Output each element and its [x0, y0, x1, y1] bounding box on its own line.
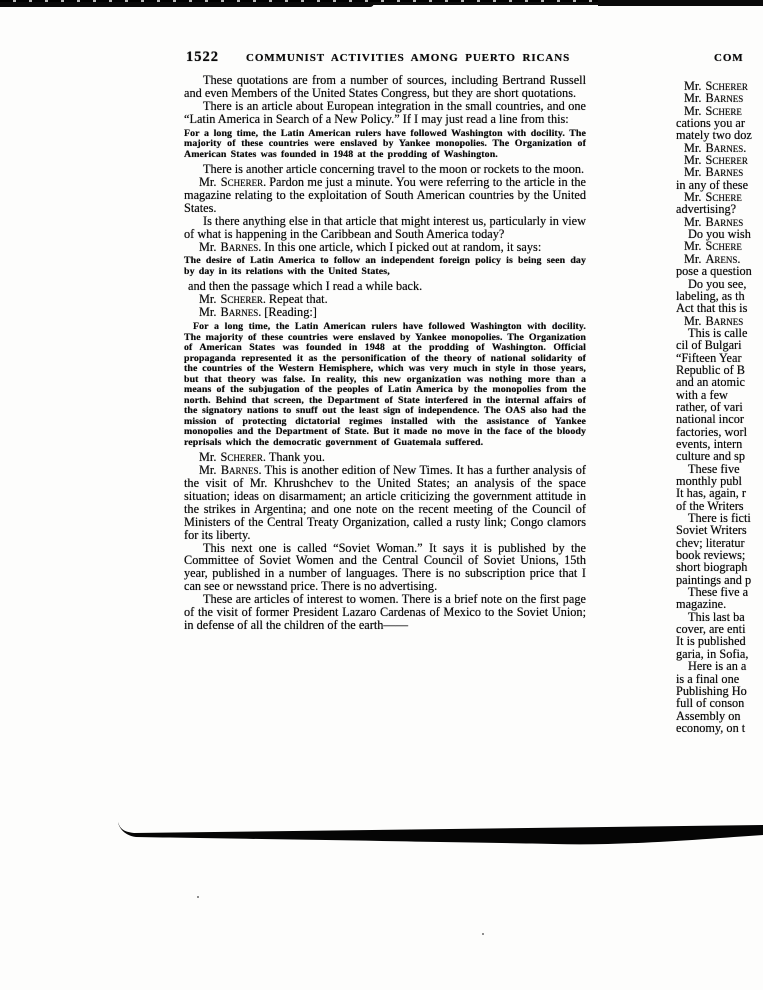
- line-text: This last ba: [688, 609, 745, 624]
- speaker-prefix: Mr.: [684, 103, 705, 118]
- line-text: pose a question: [676, 264, 752, 279]
- right-text-column-clipped: [672, 80, 752, 734]
- right-column-line: [672, 92, 752, 104]
- right-column-line: [672, 302, 752, 314]
- line-text: labeling, as th: [676, 288, 745, 303]
- line-text: national incor: [676, 412, 744, 427]
- line-text: There is ficti: [688, 511, 751, 526]
- speaker-prefix: Mr.: [684, 239, 705, 254]
- speaker-prefix: Mr.: [684, 79, 705, 93]
- speaker-prefix: Mr.: [199, 239, 220, 254]
- paragraph-text: Repeat that.: [268, 292, 328, 307]
- paragraph-text: This is another edition of New Times. It has a further analysis of the visit of Mr. Khrushchev to the United States; an analysis of the space situation; ideas on disarmament; an article criticizing the government attitude in the strikes in Argentina; and one note on the recent meeting of the Council of Ministers of the Central Treaty Organization, called a rusty link; Congo clamors for its liberty.: [184, 463, 586, 542]
- paragraph: [184, 542, 586, 594]
- line-text: rather, of vari: [676, 399, 743, 414]
- speaker-prefix: Mr.: [199, 292, 220, 307]
- speaker-prefix: Mr.: [199, 175, 220, 190]
- paragraph: [184, 100, 586, 126]
- line-text: cations you ar: [676, 116, 745, 131]
- block-quote: The desire of Latin America to follow an independent foreign policy is being seen day by day in its relations with the United States,: [184, 255, 586, 277]
- paragraph-text: These quotations are from a number of sources, including Bertrand Russell and even Members of the United States Congress, but they are short quotations.: [184, 73, 586, 100]
- line-text: chev; literatur: [676, 535, 745, 550]
- speaker-prefix: Mr.: [684, 313, 705, 328]
- line-text: and an atomic: [676, 375, 745, 390]
- line-text: in any of these: [676, 177, 749, 192]
- line-text: is a final one: [676, 671, 740, 686]
- scan-speck: [482, 933, 484, 935]
- speaker-prefix: Mr.: [199, 305, 220, 320]
- speaker-name: Barnes: [705, 91, 744, 106]
- scan-bottom-edge-artifact: [104, 818, 763, 852]
- paragraph: [184, 593, 586, 632]
- paragraph: [184, 74, 586, 100]
- line-text: These five a: [688, 585, 749, 600]
- line-text: Do you wish: [688, 227, 751, 242]
- paragraph-text: Is there anything else in that article that might interest us, particularly in view of what is happening in the Caribbean and South America today?: [184, 213, 586, 241]
- paragraph-text: [Reading:]: [264, 305, 317, 320]
- line-text: book reviews;: [676, 548, 746, 563]
- line-text: magazine.: [676, 597, 727, 612]
- speaker-prefix: Mr.: [199, 450, 220, 465]
- line-text: Republic of B: [676, 362, 745, 377]
- paragraph-text: Pardon me just a minute. You were referring to the article in the magazine relating to the exploitation of South American countries by the United States.: [184, 175, 586, 215]
- line-text: Publishing Ho: [676, 683, 747, 698]
- speaker-prefix: Mr.: [199, 463, 220, 478]
- line-text: paintings and p: [676, 572, 752, 587]
- adjacent-page-header-fragment: COM: [714, 52, 744, 64]
- speaker-prefix: Mr.: [684, 91, 705, 106]
- page-header-title: COMMUNIST ACTIVITIES AMONG PUERTO RICANS: [246, 52, 571, 64]
- speaker-name: Schere: [705, 190, 742, 205]
- speaker-name: Barnes.: [220, 305, 262, 320]
- paragraph: [184, 176, 586, 215]
- line-text: advertising?: [676, 202, 737, 217]
- speaker-name: Scherer: [705, 153, 748, 168]
- line-text: with a few: [676, 387, 728, 402]
- speaker-name: Barnes.: [220, 463, 262, 478]
- line-text: culture and sp: [676, 449, 745, 464]
- line-text: short biograph: [676, 560, 748, 575]
- scan-top-edge-artifact: [0, 2, 374, 7]
- line-text: economy, on t: [676, 720, 746, 735]
- paragraph-text: In this one article, which I picked out at random, it says:: [264, 239, 542, 254]
- page-number: 1522: [186, 49, 219, 65]
- speaker-name: Scherer.: [220, 450, 266, 465]
- line-text: These five: [688, 461, 740, 476]
- scan-top-edge-artifact: [598, 0, 763, 6]
- speaker-prefix: Mr.: [684, 190, 705, 205]
- speaker-name: Scherer.: [220, 175, 267, 190]
- paragraph: [184, 464, 586, 541]
- speaker-name: Barnes: [705, 165, 744, 180]
- speaker-name: Schere: [705, 103, 742, 118]
- right-column-line: [672, 129, 752, 141]
- paragraph-text: and then the passage which I read a while back.: [188, 279, 423, 294]
- paragraph-text: Thank you.: [268, 450, 325, 465]
- line-text: cil of Bulgari: [676, 338, 742, 353]
- paragraph-text: These are articles of interest to women. There is a brief note on the first page of the visit of former President Lazaro Cardenas of Mexico to the Soviet Union; in defense of all the children of the earth——: [184, 592, 586, 632]
- paragraph: [184, 215, 586, 241]
- line-text: full of conson: [676, 696, 745, 711]
- line-text: factories, worl: [676, 424, 748, 439]
- line-text: of the Writers: [676, 498, 744, 513]
- speaker-prefix: Mr.: [684, 140, 705, 155]
- paragraph: [184, 241, 586, 254]
- line-text: It is published: [676, 634, 746, 649]
- line-text: “Fifteen Year: [676, 350, 742, 365]
- line-text: Act that this is: [676, 301, 748, 316]
- line-text: It has, again, r: [676, 486, 746, 501]
- line-text: monthly publ: [676, 474, 742, 488]
- line-text: Do you see,: [688, 276, 747, 291]
- paragraph-text: This next one is called “Soviet Woman.” It says it is published by the Committee of Soviet Women and the Central Council of Soviet Unions, 15th year, published in a number of languages. There is no subscription price that I can see or newsstand price. There is no advertising.: [184, 540, 586, 594]
- speaker-name: Scherer: [705, 79, 748, 93]
- speaker-prefix: Mr.: [684, 214, 705, 229]
- speaker-prefix: Mr.: [684, 153, 705, 168]
- speaker-name: Barnes: [705, 313, 744, 328]
- paragraph-text: There is an article about European integration in the small countries, and one “Latin America in Search of a New Policy.” If I may just read a line from this:: [184, 98, 586, 126]
- speaker-name: Barnes.: [705, 140, 747, 155]
- speaker-name: Barnes.: [220, 239, 262, 254]
- right-column-line: [672, 722, 752, 734]
- scan-speck: [197, 896, 199, 898]
- line-text: cover, are enti: [676, 622, 746, 637]
- right-column-line: [672, 203, 752, 215]
- line-text: garia, in Sofia,: [676, 646, 749, 661]
- line-text: Soviet Writers: [676, 523, 747, 538]
- speaker-name: Arens.: [705, 251, 741, 266]
- paragraph-text: There is another article concerning travel to the moon or rockets to the moon.: [203, 162, 585, 177]
- block-quote: For a long time, the Latin American rulers have followed Washington with docility. The majority of these countries were enslaved by Yankee monopolies. The Organization of American States was founded in 1948 at the prodding of Washington.: [184, 127, 586, 160]
- line-text: This is calle: [688, 325, 748, 340]
- line-text: mately two doz: [676, 128, 752, 143]
- paragraph: [184, 306, 586, 319]
- speaker-prefix: Mr.: [684, 165, 705, 180]
- speaker-name: Schere: [705, 239, 742, 254]
- line-text: Here is an a: [688, 659, 747, 674]
- left-text-column: [184, 74, 586, 632]
- speaker-prefix: Mr.: [684, 251, 705, 266]
- line-text: events, intern: [676, 436, 743, 451]
- right-column-line: [672, 240, 752, 252]
- block-quote: For a long time, the Latin American rulers have followed Washington with docility. The majority of these countries were enslaved by Yankee monopolies. The Organization of American States was founded in 1948 at the prodding of Washington. Official propaganda represented it as the personification of the theory of national solidarity of the countries of the Western Hemisphere, which was very much in style in those years, but that theory was false. In reality, this new organization was nothing more than a means of the subjugation of the peoples of Latin America by the monopolies from the north. Behind that screen, the Department of State interfered in the internal affairs of the signatory nations to snuff out the least sign of independence. The OAS also had the mission of protecting dictatorial regimes installed with the assistance of Yankee monopolies and the Department of State. But it made no move in the face of the bloody reprisals which the democratic government of Guatemala suffered.: [184, 321, 586, 448]
- speaker-name: Barnes: [705, 214, 744, 229]
- speaker-name: Scherer.: [220, 292, 266, 307]
- line-text: Assembly on: [676, 708, 741, 723]
